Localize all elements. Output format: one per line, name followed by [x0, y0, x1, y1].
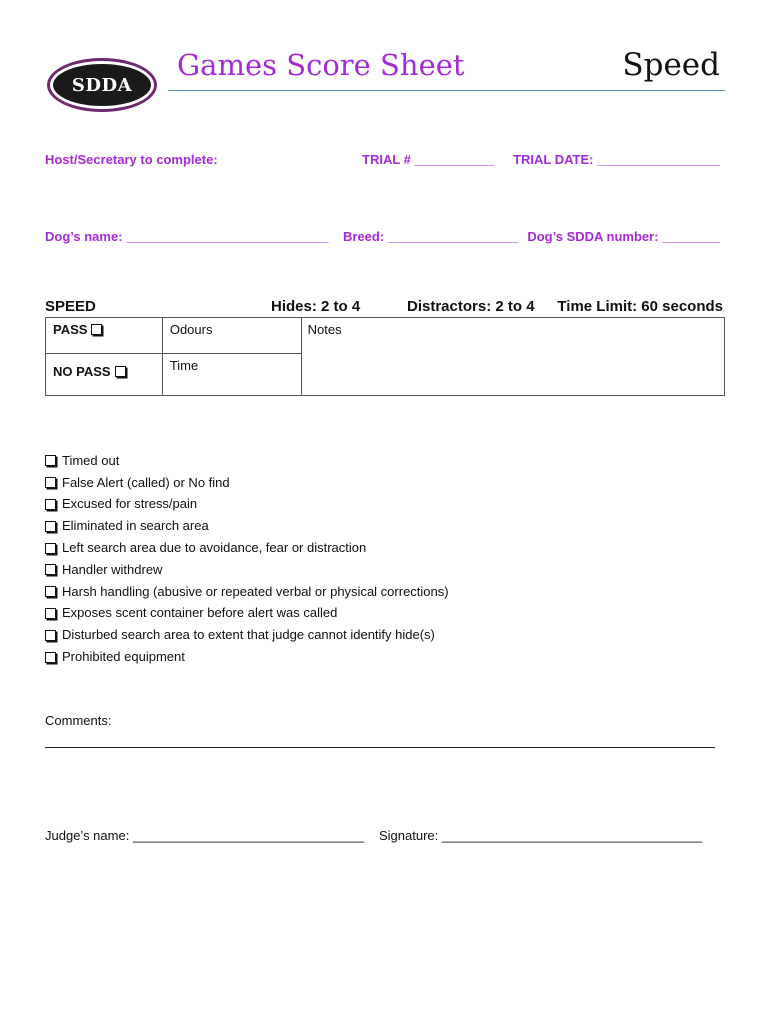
list-item: Harsh handling (abusive or repeated verbal or physical corrections): [45, 581, 449, 603]
list-item: Left search area due to avoidance, fear or distraction: [45, 537, 449, 559]
table-row: [46, 318, 725, 354]
checkbox-icon[interactable]: [45, 455, 56, 466]
logo-text: SDDA: [71, 74, 133, 96]
game-name: Speed: [622, 47, 720, 83]
list-item: Prohibited equipment: [45, 646, 449, 668]
checkbox-icon[interactable]: [45, 499, 56, 510]
no-pass-cell: [46, 354, 163, 396]
pass-cell: [46, 318, 163, 354]
checkbox-icon[interactable]: [45, 521, 56, 532]
list-item: False Alert (called) or No find: [45, 472, 449, 494]
checkbox-icon[interactable]: [45, 586, 56, 597]
notes-label: Notes: [307, 322, 342, 337]
comments-line[interactable]: [45, 747, 715, 748]
faults-checklist: [45, 450, 449, 668]
notes-cell: [301, 318, 724, 396]
time-limit-label: Time Limit: 60 seconds: [557, 298, 723, 315]
odours-cell: [162, 318, 301, 354]
sdda-logo: [47, 58, 157, 112]
hides-label: Hides: 2 to 4: [271, 298, 361, 315]
odours-label: Odours: [169, 322, 213, 337]
list-item: Exposes scent container before alert was called: [45, 603, 449, 625]
pass-label: PASS: [53, 322, 88, 337]
page-title: Games Score Sheet: [177, 48, 465, 82]
host-label: Host/Secretary to complete:: [45, 152, 218, 167]
time-cell: [162, 354, 301, 396]
list-item: Excused for stress/pain: [45, 494, 449, 516]
list-item: Timed out: [45, 450, 449, 472]
list-item: Eliminated in search area: [45, 515, 449, 537]
signature-field: Signature: ____________________________________: [379, 828, 703, 843]
dog-name-field: Dog’s name: ____________________________: [45, 229, 329, 244]
breed-field: Breed: __________________: [343, 229, 518, 244]
checkbox-icon[interactable]: [45, 477, 56, 488]
checkbox-icon[interactable]: [45, 630, 56, 641]
checkbox-icon[interactable]: [45, 543, 56, 554]
time-label: Time: [169, 358, 199, 373]
notes-divider: [301, 317, 302, 389]
title-divider: [168, 90, 725, 91]
checkbox-icon[interactable]: [45, 608, 56, 619]
trial-date-field: TRIAL DATE: _________________: [513, 152, 720, 167]
pass-checkbox[interactable]: [91, 324, 102, 335]
checkbox-icon[interactable]: [45, 652, 56, 663]
no-pass-label: NO PASS: [53, 364, 111, 379]
speed-label: SPEED: [45, 298, 96, 315]
score-table: [45, 317, 725, 396]
no-pass-checkbox[interactable]: [115, 366, 126, 377]
list-item: Handler withdrew: [45, 559, 449, 581]
comments-label: Comments:: [45, 713, 112, 728]
sdda-number-field: Dog’s SDDA number: ________: [527, 229, 720, 244]
distractors-label: Distractors: 2 to 4: [407, 298, 535, 315]
trial-number-field: TRIAL # ___________: [362, 152, 495, 167]
checkbox-icon[interactable]: [45, 564, 56, 575]
judge-name-field: Judge’s name: ________________________________: [45, 828, 365, 843]
list-item: Disturbed search area to extent that judge cannot identify hide(s): [45, 624, 449, 646]
